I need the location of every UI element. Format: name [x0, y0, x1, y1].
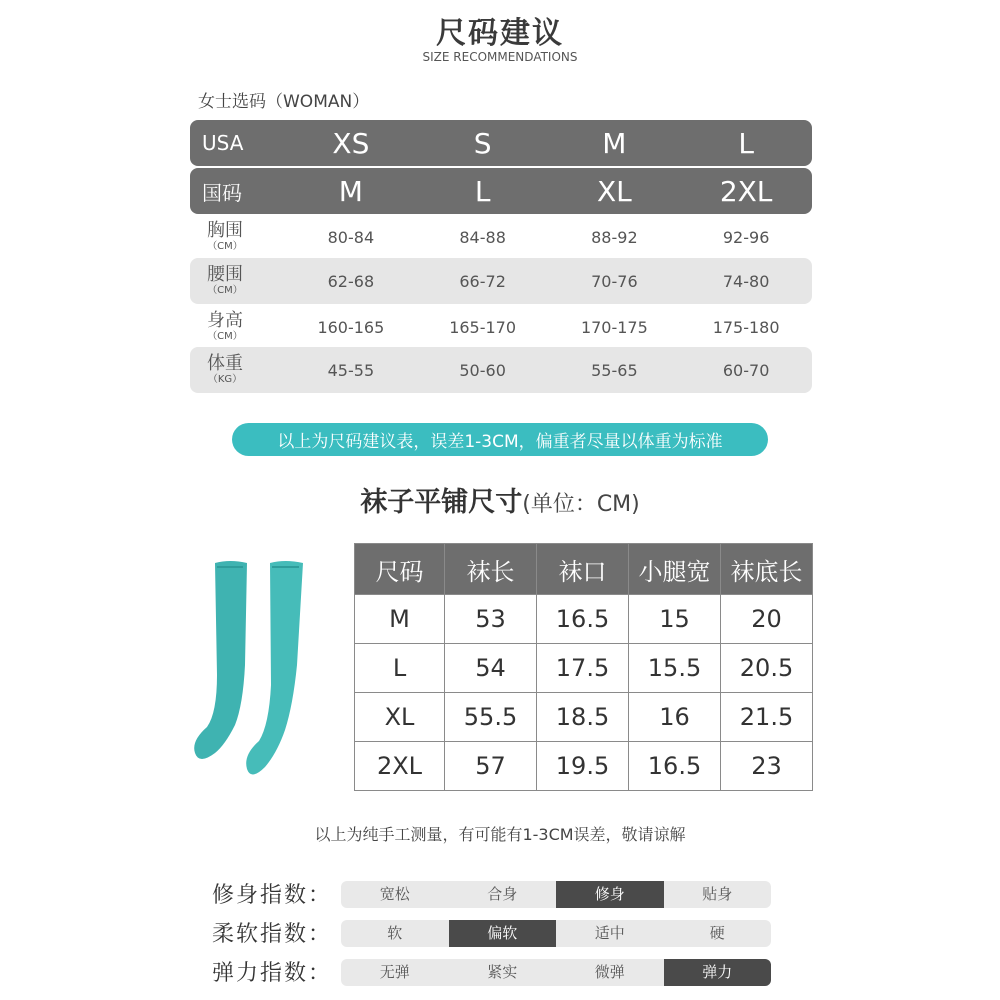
- measure-cell: 62-68: [327, 271, 375, 291]
- measure-cell: 50-60: [459, 360, 506, 380]
- index-option: 微弹: [594, 963, 625, 981]
- measure-row-weight: [190, 347, 812, 393]
- sock-title: 袜子平铺尺寸: [360, 487, 523, 518]
- table-row: [355, 693, 813, 742]
- table-row: [355, 644, 813, 693]
- softness-index-bar: [341, 920, 771, 947]
- measure-unit: （KG）: [207, 374, 243, 385]
- table-cell: 18.5: [537, 693, 629, 742]
- sock-image: [185, 555, 335, 790]
- table-cell: XL: [355, 693, 445, 742]
- measure-unit: （CM）: [207, 241, 243, 252]
- page-title: 尺码建议: [436, 16, 564, 51]
- table-cell: 53: [445, 595, 537, 644]
- measure-cell: 92-96: [722, 227, 770, 247]
- measure-unit: （CM）: [207, 285, 243, 296]
- table-cell: 23: [721, 742, 813, 791]
- table-cell: 19.5: [537, 742, 629, 791]
- measure-label: 腰围: [207, 264, 243, 285]
- size-cell: M: [338, 174, 363, 208]
- softness-index-label: 柔软指数：: [212, 922, 333, 947]
- size-row-usa: [190, 120, 812, 166]
- table-header: 尺码: [355, 544, 445, 595]
- measure-label: 体重: [207, 353, 243, 374]
- sock-size-table: [354, 543, 813, 791]
- table-header: 袜长: [445, 544, 537, 595]
- table-row: [355, 595, 813, 644]
- index-option: 贴身: [702, 885, 733, 903]
- table-cell: 54: [445, 644, 537, 693]
- measure-cell: 60-70: [722, 360, 770, 380]
- table-cell: 15: [629, 595, 721, 644]
- table-header: 袜底长: [721, 544, 813, 595]
- measure-label: 胸围: [207, 220, 243, 241]
- fit-index-bar: [341, 881, 771, 908]
- table-row: [355, 742, 813, 791]
- table-cell: M: [355, 595, 445, 644]
- elasticity-index-label: 弹力指数：: [212, 961, 333, 986]
- row-header: 国码: [202, 180, 242, 205]
- measure-row-height: [190, 304, 812, 350]
- index-option: 紧实: [487, 963, 518, 981]
- measure-label: 身高: [207, 310, 243, 331]
- table-cell: 20.5: [721, 644, 813, 693]
- measure-cell: 160-165: [317, 317, 385, 337]
- sock-unit: (单位：CM): [522, 492, 640, 517]
- measure-cell: 170-175: [580, 317, 648, 337]
- table-cell: 16: [629, 693, 721, 742]
- table-cell: 57: [445, 742, 537, 791]
- table-header: 小腿宽: [629, 544, 721, 595]
- measurement-note: 以上为纯手工测量，有可能有1-3CM误差，敬请谅解: [314, 825, 686, 844]
- measure-cell: 80-84: [327, 227, 375, 247]
- sock-icon: [194, 561, 303, 775]
- size-cell: M: [602, 126, 627, 160]
- index-option-selected: 修身: [556, 881, 664, 908]
- index-option-selected: 偏软: [449, 920, 557, 947]
- measure-row-waist: [190, 258, 812, 304]
- size-row-cn: [190, 168, 812, 214]
- measure-cell: 55-65: [591, 360, 638, 380]
- table-cell: 17.5: [537, 644, 629, 693]
- measure-unit: （CM）: [207, 331, 243, 342]
- measure-cell: 175-180: [712, 317, 780, 337]
- measure-cell: 74-80: [722, 271, 770, 291]
- table-cell: 16.5: [537, 595, 629, 644]
- table-cell: 20: [721, 595, 813, 644]
- fit-index-label: 修身指数：: [212, 883, 333, 908]
- index-option: 软: [387, 924, 403, 942]
- table-cell: 16.5: [629, 742, 721, 791]
- index-option-selected: 弹力: [664, 959, 772, 986]
- measure-cell: 88-92: [591, 227, 638, 247]
- measure-cell: 165-170: [449, 317, 517, 337]
- measure-cell: 84-88: [459, 227, 506, 247]
- size-cell: XL: [596, 174, 632, 208]
- size-cell: L: [474, 174, 491, 208]
- section-label-woman: 女士选码（WOMAN）: [198, 92, 370, 112]
- size-cell: XS: [332, 126, 370, 160]
- index-option: 宽松: [379, 885, 410, 903]
- index-option: 适中: [594, 924, 625, 942]
- measure-cell: 45-55: [327, 360, 375, 380]
- measure-cell: 66-72: [459, 271, 506, 291]
- size-cell: 2XL: [719, 174, 773, 208]
- size-cell: S: [473, 126, 492, 160]
- table-header-row: [355, 544, 813, 595]
- table-cell: L: [355, 644, 445, 693]
- index-option: 合身: [487, 885, 518, 903]
- size-note-banner: 以上为尺码建议表，误差1-3CM，偏重者尽量以体重为标准: [232, 423, 768, 456]
- measure-cell: 70-76: [591, 271, 638, 291]
- size-cell: L: [738, 126, 754, 160]
- table-header: 袜口: [537, 544, 629, 595]
- table-cell: 55.5: [445, 693, 537, 742]
- table-cell: 2XL: [355, 742, 445, 791]
- table-cell: 21.5: [721, 693, 813, 742]
- page-subtitle: SIZE RECOMMENDATIONS: [422, 50, 578, 64]
- elasticity-index-bar: [341, 959, 771, 986]
- index-option: 无弹: [379, 963, 410, 981]
- sock-section-title: [0, 480, 1000, 519]
- index-option: 硬: [709, 924, 725, 942]
- measure-row-chest: [190, 214, 812, 260]
- table-cell: 15.5: [629, 644, 721, 693]
- row-header: USA: [202, 131, 244, 155]
